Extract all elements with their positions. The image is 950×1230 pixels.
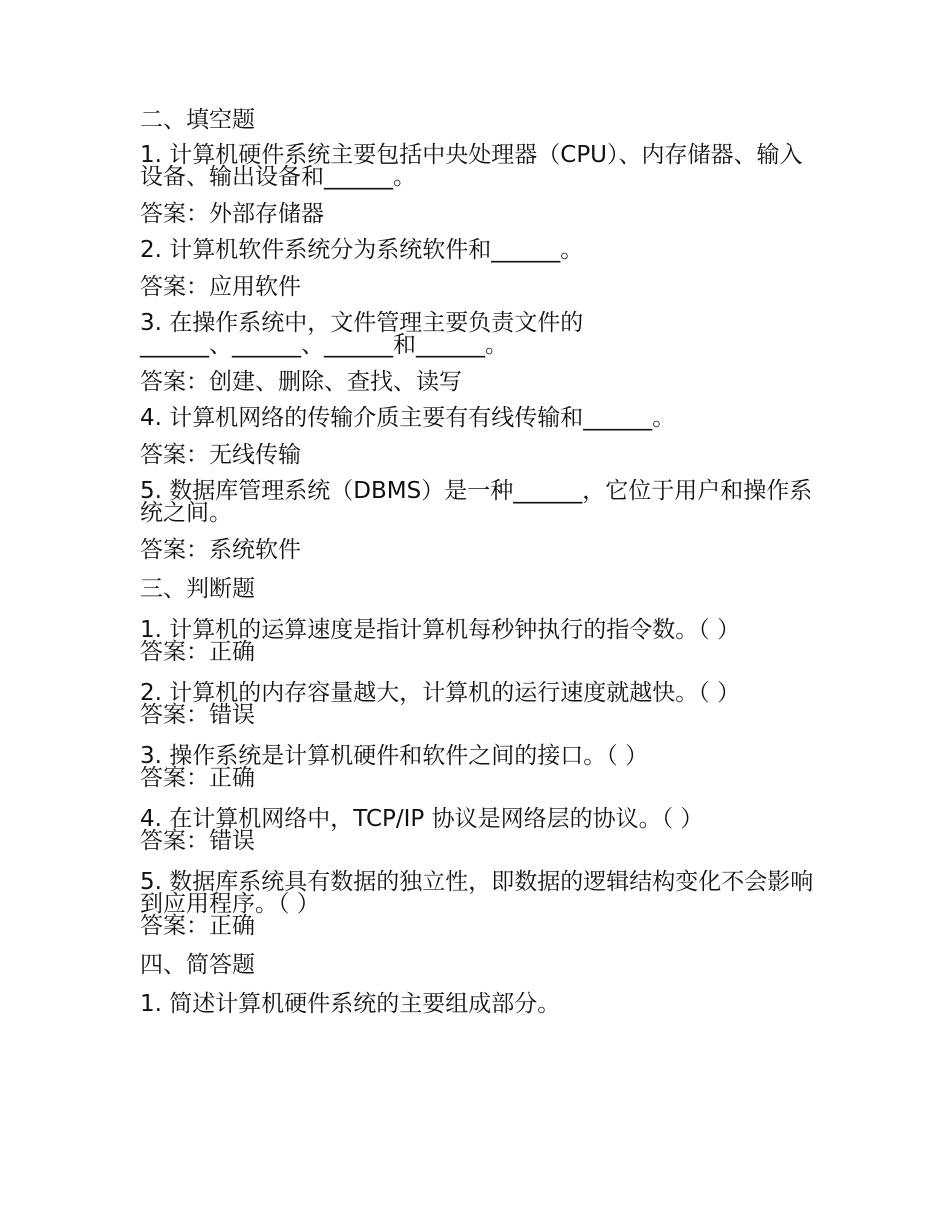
answer-text: 答案：正确 bbox=[140, 913, 255, 939]
question-text: 1. 计算机硬件系统主要包括中央处理器（CPU）、内存储器、输入设备、输出设备和______。 bbox=[140, 142, 803, 190]
answer-text: 答案：正确 bbox=[140, 765, 255, 791]
document-page bbox=[140, 106, 820, 1027]
question-text: 1. 简述计算机硬件系统的主要组成部分。 bbox=[140, 991, 561, 1017]
section-heading-fill-blank: 二、填空题 bbox=[140, 107, 255, 133]
answer-text: 答案：应用软件 bbox=[140, 274, 301, 300]
question-text: 3. 操作系统是计算机硬件和软件之间的接口。（ ） bbox=[140, 743, 649, 769]
answer-text: 答案：外部存储器 bbox=[140, 201, 324, 227]
section-heading-true-false: 三、判断题 bbox=[140, 576, 255, 602]
answer-text: 答案：系统软件 bbox=[140, 537, 301, 563]
question-text: 5. 数据库系统具有数据的独立性，即数据的逻辑结构变化不会影响到应用程序。（ ） bbox=[140, 869, 814, 917]
question-text: 4. 计算机网络的传输介质主要有有线传输和______。 bbox=[140, 405, 676, 431]
question-text: 1. 计算机的运算速度是指计算机每秒钟执行的指令数。（ ） bbox=[140, 617, 741, 643]
question-text: 2. 计算机软件系统分为系统软件和______。 bbox=[140, 237, 584, 263]
answer-text: 答案：错误 bbox=[140, 702, 255, 728]
question-text: 4. 在计算机网络中，TCP/IP 协议是网络层的协议。（ ） bbox=[140, 806, 704, 832]
section-heading-short-answer: 四、简答题 bbox=[140, 952, 255, 978]
answer-text: 答案：无线传输 bbox=[140, 442, 301, 468]
answer-text: 答案：错误 bbox=[140, 828, 255, 854]
answer-text: 答案：创建、删除、查找、读写 bbox=[140, 369, 462, 395]
question-text: 5. 数据库管理系统（DBMS）是一种______，它位于用户和操作系统之间。 bbox=[140, 478, 813, 526]
answer-text: 答案：正确 bbox=[140, 639, 255, 665]
question-text: 2. 计算机的内存容量越大，计算机的运行速度就越快。（ ） bbox=[140, 680, 741, 706]
question-text: 3. 在操作系统中，文件管理主要负责文件的______、______、______和______。 bbox=[140, 310, 584, 358]
